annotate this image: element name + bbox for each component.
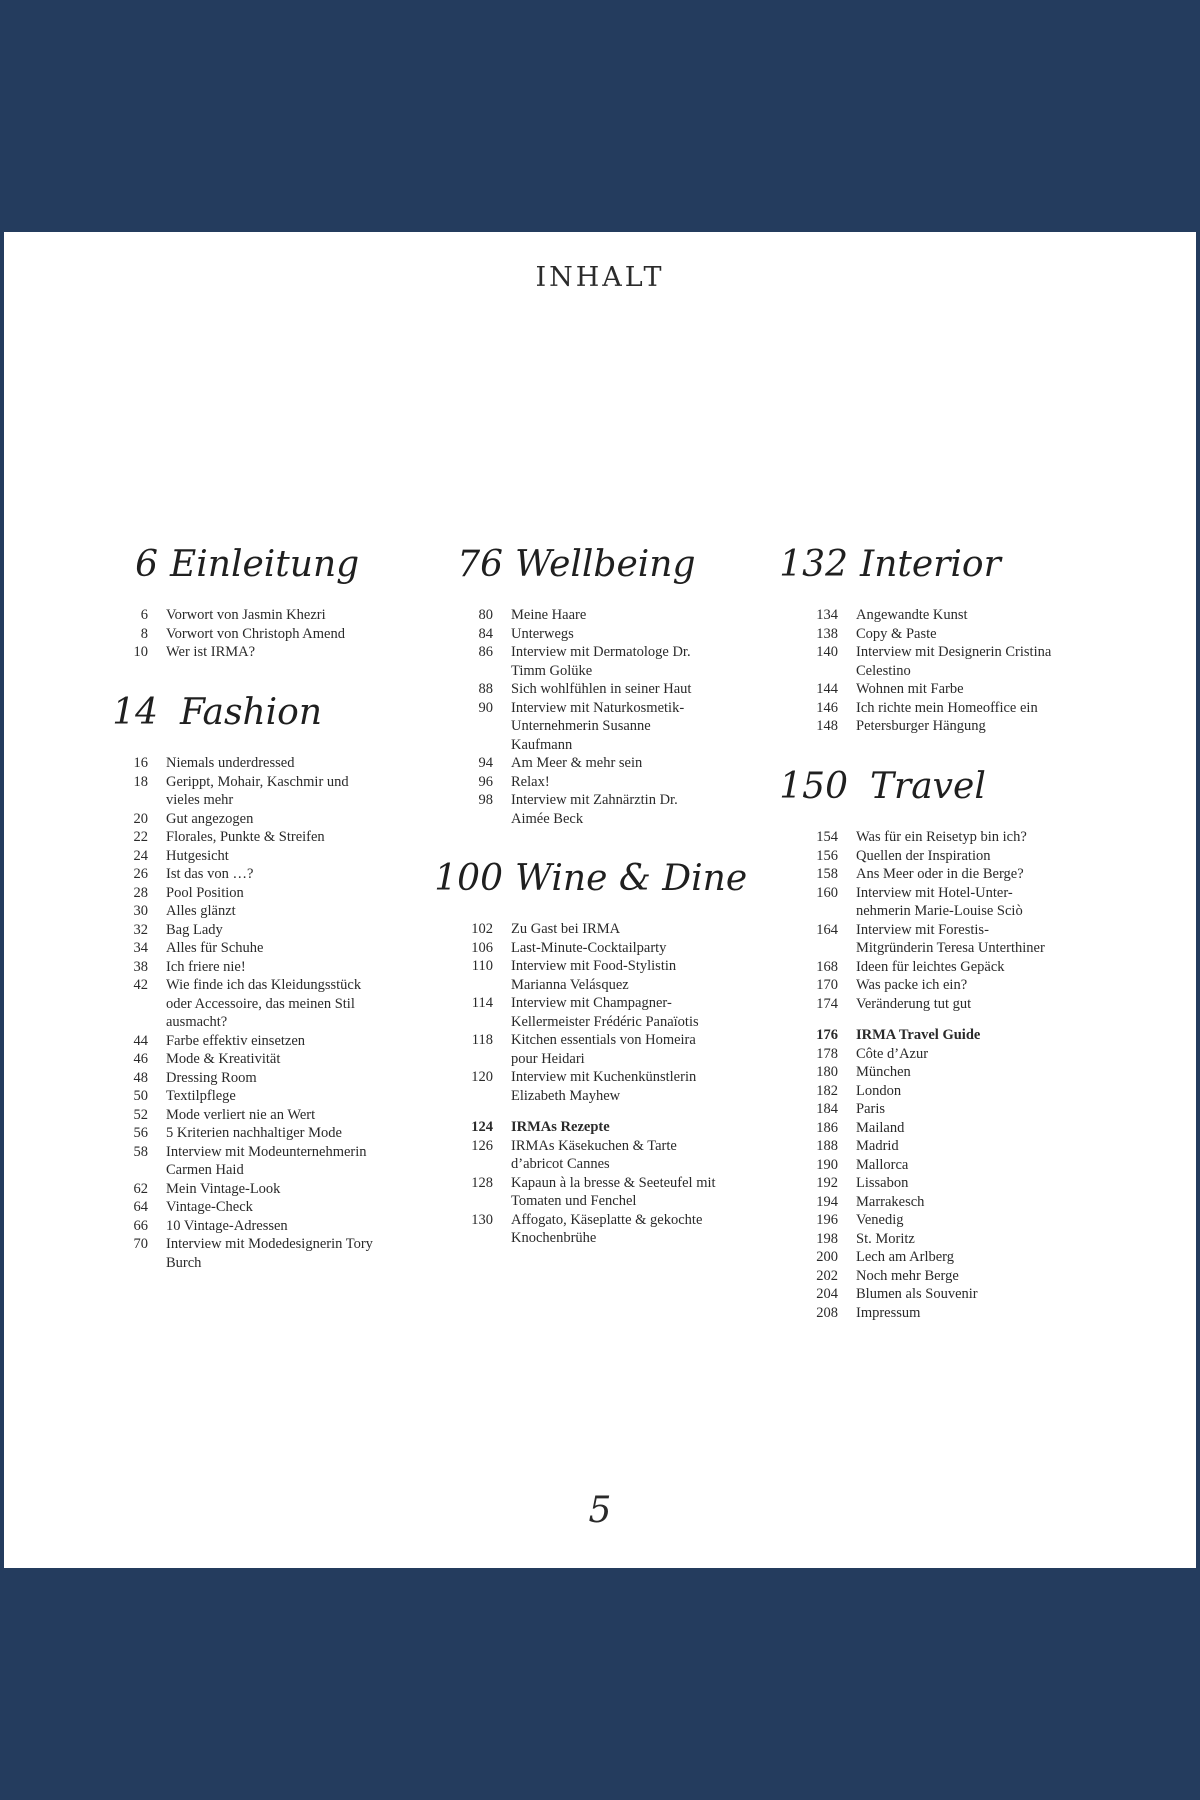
entry-title: Gut angezogen	[166, 810, 254, 827]
entry-title: Paris	[856, 1101, 885, 1117]
entry-page-number: 64	[133, 1199, 148, 1215]
entry-page-number: 200	[816, 1249, 838, 1265]
section-title: Wine & Dine	[515, 858, 748, 899]
entry-title: Ideen für leichtes Gepäck	[856, 958, 1005, 975]
entry-page-number: 30	[133, 903, 148, 919]
toc-entry[interactable]	[411, 994, 721, 1031]
toc-entry[interactable]	[756, 1137, 1056, 1156]
entry-page-number: 198	[816, 1230, 838, 1247]
entry-title: Mallorca	[856, 1156, 909, 1173]
entry-page-number: 190	[816, 1156, 838, 1173]
toc-entry[interactable]	[756, 1285, 1056, 1304]
toc-entry[interactable]	[756, 1045, 1056, 1064]
entry-page-number: 120	[471, 1069, 493, 1085]
section-title: Interior	[860, 544, 1001, 585]
toc-entry[interactable]	[66, 606, 376, 625]
toc-entry[interactable]	[66, 625, 376, 644]
toc-entry[interactable]	[756, 1119, 1056, 1138]
entry-title: Interview mit Kuchenkünstlerin Elizabeth Mayhew	[511, 1069, 697, 1104]
entry-title: Interview mit Naturkosmetik-Unternehmerin Susanne Kaufmann	[511, 699, 685, 753]
entry-title: Ist das von …?	[166, 866, 254, 882]
entry-title: St. Moritz	[856, 1230, 915, 1247]
entry-title: Lech am Arlberg	[856, 1249, 954, 1265]
entry-title: Mailand	[856, 1119, 905, 1136]
section-title: Einleitung	[170, 544, 360, 585]
entry-page-number: 202	[816, 1267, 838, 1284]
entry-title: Interview mit Modedesignerin Tory Burch	[166, 1236, 373, 1271]
entry-title: Interview mit Designerin Cristina Celestino	[856, 644, 1052, 679]
toc-entry[interactable]	[411, 625, 711, 644]
entry-title: 10 Vintage-Adressen	[166, 1217, 288, 1234]
entry-title: Impressum	[856, 1304, 921, 1321]
entry-page-number: 140	[816, 644, 838, 660]
entry-page-number: 28	[133, 884, 148, 901]
toc-entry[interactable]	[411, 1174, 721, 1211]
entry-title: Interview mit Champagner-Kellermeister Frédéric Panaïotis	[511, 995, 699, 1030]
entry-page-number: 160	[816, 884, 838, 901]
entry-page-number: 118	[471, 1032, 493, 1048]
entry-list	[756, 606, 1066, 736]
entry-page-number: 62	[133, 1180, 148, 1197]
toc-entry[interactable]	[411, 957, 721, 994]
toc-entry[interactable]	[66, 828, 376, 847]
section-number: 76	[457, 544, 503, 585]
entry-page-number: 176	[816, 1027, 838, 1043]
entry-page-number: 174	[816, 995, 838, 1012]
entry-page-number: 26	[133, 866, 148, 882]
toc-entry[interactable]	[756, 921, 1056, 958]
toc-entry[interactable]	[411, 680, 711, 699]
entry-title: London	[856, 1082, 902, 1099]
entry-title: Bag Lady	[166, 921, 223, 938]
toc-entry[interactable]	[756, 1248, 1056, 1267]
toc-entry[interactable]	[756, 995, 1056, 1014]
entry-title: Sich wohlfühlen in seiner Haut	[511, 681, 692, 697]
entry-page-number: 8	[140, 625, 148, 642]
toc-entry[interactable]	[756, 976, 1056, 995]
entry-page-number: 144	[816, 681, 838, 697]
toc-entry[interactable]	[66, 1143, 376, 1180]
toc-entry[interactable]	[411, 1211, 721, 1248]
toc-entry[interactable]	[66, 754, 376, 773]
entry-title: Wie finde ich das Kleidungsstück oder Accessoire, das meinen Stil ausmacht?	[166, 977, 362, 1030]
toc-entry[interactable]	[66, 976, 376, 1032]
section-number: 14	[112, 692, 158, 733]
entry-title: München	[856, 1064, 911, 1080]
section-wine-dine	[411, 858, 748, 1248]
toc-entry[interactable]	[66, 773, 376, 810]
entry-page-number: 170	[816, 977, 838, 993]
entry-page-number: 90	[478, 699, 493, 716]
entry-page-number: 66	[133, 1217, 148, 1234]
entry-page-number: 80	[478, 607, 493, 623]
entry-title: 5 Kriterien nachhaltiger Mode	[166, 1125, 342, 1141]
entry-page-number: 22	[133, 829, 148, 845]
entry-page-number: 182	[816, 1082, 838, 1099]
entry-title: Wer ist IRMA?	[166, 644, 256, 660]
entry-title: Noch mehr Berge	[856, 1267, 959, 1284]
entry-page-number: 130	[471, 1211, 493, 1228]
section-heading	[411, 858, 748, 914]
entry-title: Lissabon	[856, 1175, 909, 1191]
toc-entry[interactable]	[66, 810, 376, 829]
entry-title: Zu Gast bei IRMA	[511, 921, 621, 937]
entry-title: Marrakesch	[856, 1193, 925, 1210]
entry-title: Kapaun à la bresse & Seeteufel mit Tomaten und Fenchel	[511, 1174, 716, 1209]
entry-page-number: 102	[471, 921, 493, 937]
toc-entry[interactable]	[756, 1156, 1056, 1175]
toc-entry[interactable]	[66, 1032, 376, 1051]
entry-title: Affogato, Käseplatte & gekochte Knochenbrühe	[511, 1211, 703, 1246]
entry-list	[66, 606, 376, 662]
toc-entry[interactable]	[411, 1137, 721, 1174]
entry-title: IRMAs Käsekuchen & Tarte d’abricot Cannes	[511, 1137, 677, 1172]
entry-title: Interview mit Hotel-Unter- nehmerin Marie-Louise Sciò	[856, 884, 1023, 919]
toc-entry[interactable]	[411, 1031, 721, 1068]
entry-page-number: 24	[133, 847, 148, 864]
entry-page-number: 154	[816, 829, 838, 845]
toc-entry[interactable]	[66, 1235, 376, 1272]
entry-title: Relax!	[511, 773, 550, 790]
entry-title: Was für ein Reisetyp bin ich?	[856, 829, 1027, 845]
section-einleitung	[66, 544, 376, 662]
toc-entry[interactable]	[756, 680, 1066, 699]
toc-entry[interactable]	[756, 606, 1066, 625]
section-heading	[66, 544, 376, 600]
toc-entry[interactable]	[411, 939, 721, 958]
toc-entry[interactable]	[756, 717, 1066, 736]
entry-page-number: 18	[133, 773, 148, 790]
page-title: INHALT	[535, 262, 665, 293]
entry-title: Alles für Schuhe	[166, 940, 264, 956]
entry-title: Farbe effektiv einsetzen	[166, 1032, 306, 1049]
toc-entry[interactable]	[411, 920, 721, 939]
toc-entry[interactable]	[756, 1304, 1056, 1323]
entry-title: Am Meer & mehr sein	[511, 755, 643, 771]
section-wellbeing	[411, 544, 711, 828]
toc-entry[interactable]	[756, 884, 1056, 921]
section-interior	[756, 544, 1066, 736]
toc-entry[interactable]	[66, 1217, 376, 1236]
entry-page-number: 114	[471, 995, 493, 1011]
toc-entry[interactable]	[756, 625, 1066, 644]
entry-page-number: 194	[816, 1193, 838, 1210]
entry-page-number: 186	[816, 1119, 838, 1136]
entry-page-number: 208	[816, 1304, 838, 1321]
section-heading	[756, 766, 1056, 822]
entry-title: Petersburger Hängung	[856, 718, 986, 734]
entry-page-number: 148	[816, 718, 838, 734]
entry-page-number: 58	[133, 1143, 148, 1160]
entry-title: Vorwort von Christoph Amend	[166, 625, 345, 642]
toc-entry[interactable]	[756, 643, 1066, 680]
entry-page-number: 110	[471, 958, 493, 974]
section-title: Travel	[870, 766, 986, 807]
entry-title: Kitchen essentials von Homeira pour Heidari	[511, 1032, 696, 1067]
entry-page-number: 178	[816, 1045, 838, 1062]
entry-title: Vorwort von Jasmin Khezri	[166, 607, 326, 623]
toc-entry[interactable]	[756, 1230, 1056, 1249]
toc-entry[interactable]	[66, 847, 376, 866]
entry-page-number: 10	[133, 644, 148, 660]
entry-page-number: 94	[478, 755, 493, 771]
entry-page-number: 134	[816, 607, 838, 623]
entry-title: Textilpflege	[166, 1088, 236, 1104]
toc-entry[interactable]	[411, 643, 711, 680]
entry-page-number: 32	[133, 921, 148, 938]
entry-title: Was packe ich ein?	[856, 977, 968, 993]
entry-page-number: 88	[478, 681, 493, 697]
toc-entry[interactable]	[66, 1069, 376, 1088]
toc-entry[interactable]	[66, 1106, 376, 1125]
entry-page-number: 138	[816, 625, 838, 642]
entry-page-number: 180	[816, 1064, 838, 1080]
entry-title: Copy & Paste	[856, 625, 937, 642]
entry-title: Ich friere nie!	[166, 958, 246, 975]
entry-list	[756, 828, 1056, 1322]
entry-title: Pool Position	[166, 884, 244, 901]
section-title: Wellbeing	[515, 544, 696, 585]
toc-entry[interactable]	[411, 1118, 721, 1137]
toc-entry[interactable]	[756, 1100, 1056, 1119]
entry-title: Wohnen mit Farbe	[856, 681, 964, 697]
entry-title: Veränderung tut gut	[856, 995, 972, 1012]
toc-entry[interactable]	[756, 1211, 1056, 1230]
entry-page-number: 34	[133, 940, 148, 956]
entry-title: Angewandte Kunst	[856, 607, 968, 623]
entry-page-number: 84	[478, 625, 493, 642]
toc-page	[4, 232, 1196, 1568]
toc-entry[interactable]	[66, 1198, 376, 1217]
toc-entry[interactable]	[66, 921, 376, 940]
entry-title: Venedig	[856, 1212, 904, 1228]
entry-page-number: 196	[816, 1212, 838, 1228]
toc-entry[interactable]	[66, 939, 376, 958]
section-number: 6	[135, 544, 158, 585]
entry-page-number: 184	[816, 1101, 838, 1117]
section-heading	[756, 544, 1066, 600]
entry-page-number: 164	[816, 921, 838, 938]
toc-entry[interactable]	[411, 606, 711, 625]
section-number: 150	[779, 766, 848, 807]
toc-entry[interactable]	[756, 828, 1056, 847]
entry-page-number: 204	[816, 1286, 838, 1302]
entry-page-number: 16	[133, 755, 148, 771]
entry-title: Quellen der Inspiration	[856, 847, 991, 864]
entry-page-number: 96	[478, 773, 493, 790]
entry-page-number: 44	[133, 1032, 148, 1049]
entry-page-number: 146	[816, 699, 838, 716]
entry-title: Mein Vintage-Look	[166, 1180, 281, 1197]
entry-title: Niemals underdressed	[166, 755, 295, 771]
toc-entry[interactable]	[411, 754, 711, 773]
toc-entry[interactable]	[66, 1180, 376, 1199]
section-number: 132	[779, 544, 848, 585]
toc-entry[interactable]	[66, 1087, 376, 1106]
toc-entry[interactable]	[756, 1063, 1056, 1082]
entry-page-number: 126	[471, 1137, 493, 1154]
entry-list	[66, 754, 376, 1272]
toc-entry[interactable]	[756, 1267, 1056, 1286]
section-heading	[66, 692, 376, 748]
entry-title: Madrid	[856, 1138, 899, 1154]
entry-title: Mode verliert nie an Wert	[166, 1106, 316, 1123]
entry-list	[411, 920, 721, 1248]
entry-page-number: 156	[816, 847, 838, 864]
section-heading	[411, 544, 711, 600]
toc-entry[interactable]	[756, 1026, 1056, 1045]
entry-page-number: 158	[816, 866, 838, 882]
toc-entry[interactable]	[66, 902, 376, 921]
entry-title: IRMAs Rezepte	[511, 1119, 610, 1135]
entry-page-number: 70	[133, 1236, 148, 1252]
toc-entry[interactable]	[756, 865, 1056, 884]
entry-page-number: 46	[133, 1051, 148, 1067]
entry-title: Meine Haare	[511, 607, 587, 623]
toc-entry[interactable]	[756, 958, 1056, 977]
entry-title: Interview mit Forestis- Mitgründerin Teresa Unterthiner	[856, 921, 1045, 956]
toc-entry[interactable]	[411, 1068, 721, 1105]
toc-entry[interactable]	[66, 1050, 376, 1069]
entry-page-number: 6	[140, 607, 148, 623]
entry-title: Ans Meer oder in die Berge?	[856, 866, 1024, 882]
entry-page-number: 52	[133, 1106, 148, 1123]
entry-page-number: 124	[471, 1119, 493, 1135]
entry-title: Vintage-Check	[166, 1199, 253, 1215]
entry-title: Interview mit Modeunternehmerin Carmen Haid	[166, 1143, 367, 1178]
entry-page-number: 106	[471, 939, 493, 956]
toc-entry[interactable]	[66, 958, 376, 977]
entry-page-number: 192	[816, 1175, 838, 1191]
entry-title: Interview mit Zahnärztin Dr. Aimée Beck	[511, 792, 678, 827]
toc-entry[interactable]	[411, 773, 711, 792]
entry-page-number: 98	[478, 792, 493, 808]
entry-title: Interview mit Dermatologe Dr. Timm Golüke	[511, 644, 691, 679]
entry-page-number: 188	[816, 1138, 838, 1154]
toc-entry[interactable]	[66, 865, 376, 884]
page-number: 5	[588, 1490, 612, 1531]
entry-page-number: 48	[133, 1069, 148, 1086]
toc-entry[interactable]	[756, 1193, 1056, 1212]
entry-page-number: 42	[133, 977, 148, 993]
entry-title: Blumen als Souvenir	[856, 1286, 978, 1302]
entry-title: Interview mit Food-Stylistin Marianna Velásquez	[511, 958, 677, 993]
entry-title: Last-Minute-Cocktailparty	[511, 939, 667, 956]
entry-page-number: 168	[816, 958, 838, 975]
toc-entry[interactable]	[66, 884, 376, 903]
entry-title: Hutgesicht	[166, 847, 229, 864]
entry-title: Mode & Kreativität	[166, 1051, 281, 1067]
entry-title: IRMA Travel Guide	[856, 1027, 981, 1043]
entry-title: Florales, Punkte & Streifen	[166, 829, 325, 845]
entry-page-number: 50	[133, 1088, 148, 1104]
entry-list	[411, 606, 711, 828]
toc-entry[interactable]	[756, 1082, 1056, 1101]
entry-page-number: 128	[471, 1174, 493, 1191]
entry-title: Alles glänzt	[166, 903, 236, 919]
section-fashion	[66, 692, 376, 1272]
entry-title: Unterwegs	[511, 625, 574, 642]
entry-title: Ich richte mein Homeoffice ein	[856, 699, 1038, 716]
entry-page-number: 20	[133, 810, 148, 827]
entry-page-number: 86	[478, 644, 493, 660]
section-travel	[756, 766, 1056, 1322]
section-title: Fashion	[180, 692, 323, 733]
entry-title: Dressing Room	[166, 1069, 257, 1086]
entry-page-number: 38	[133, 958, 148, 975]
toc-entry[interactable]	[756, 847, 1056, 866]
toc-entry[interactable]	[411, 699, 711, 755]
entry-title: Côte d’Azur	[856, 1045, 929, 1062]
toc-entry[interactable]	[756, 1174, 1056, 1193]
toc-entry[interactable]	[66, 643, 376, 662]
toc-entry[interactable]	[411, 791, 711, 828]
section-number: 100	[434, 858, 503, 899]
toc-entry[interactable]	[756, 699, 1066, 718]
toc-entry[interactable]	[66, 1124, 376, 1143]
entry-title: Gerippt, Mohair, Kaschmir und vieles mehr	[166, 773, 349, 808]
entry-page-number: 56	[133, 1125, 148, 1141]
